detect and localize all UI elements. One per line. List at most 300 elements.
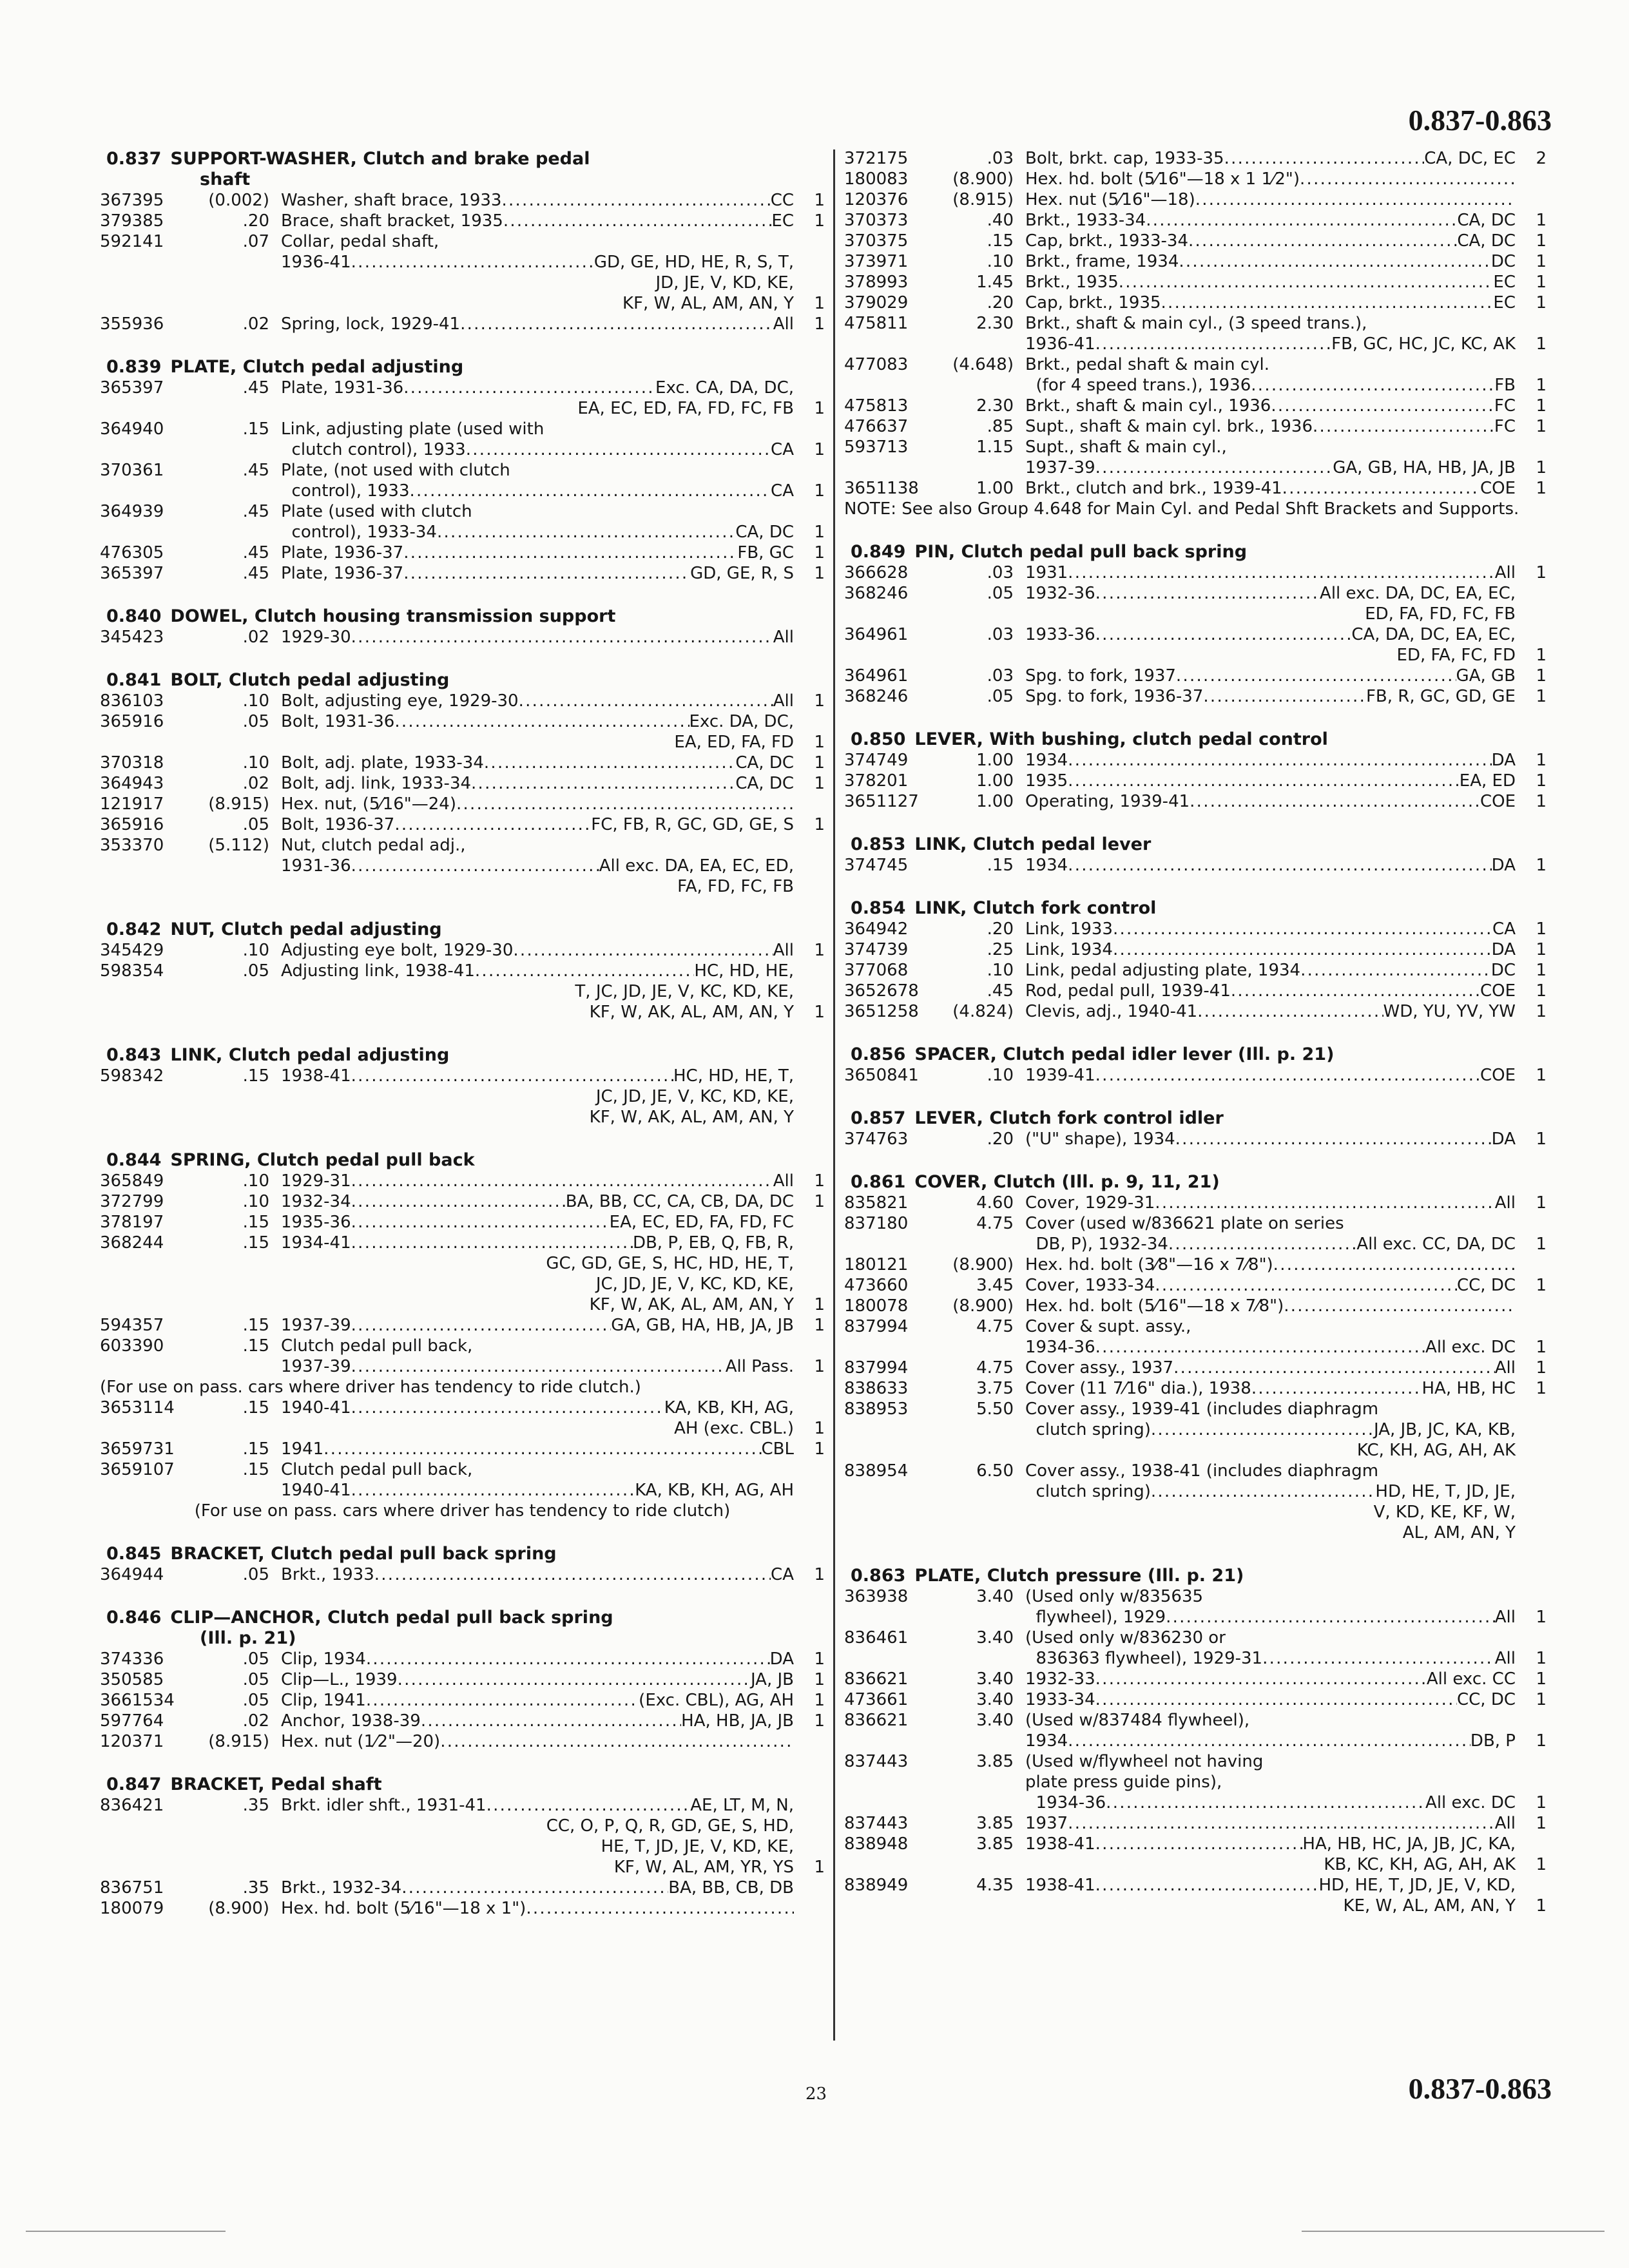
description-line [281,753,794,773]
description-text: 1937 [1025,1814,1068,1833]
model-codes: All [1494,563,1516,582]
model-codes: Exc. DA, DC, [689,712,794,731]
description-line [1025,1378,1516,1399]
section-title: LEVER, Clutch fork control idler [914,1108,1224,1128]
part-number: 363938 [844,1587,909,1606]
price: .05 [242,1691,269,1710]
part-row [844,1316,1547,1358]
price: 3.40 [976,1587,1014,1606]
description [281,1191,794,1212]
dot-leader [1251,375,1494,396]
section-title: COVER, Clutch (Ill. p. 9, 11, 21) [914,1172,1220,1192]
part-number: 365849 [100,1171,164,1191]
model-codes: All [773,314,794,334]
part-row [100,1066,825,1128]
section [844,898,1547,1022]
model-codes: EC [771,211,794,231]
dot-leader [351,1398,664,1418]
model-codes: GA, GB, HA, HB, JA, JB [611,1316,794,1335]
price: .02 [242,314,269,334]
quantity: 1 [1536,1358,1547,1378]
description-line [1025,686,1516,707]
part-number: 364961 [844,625,909,644]
model-codes: CA [771,440,794,459]
part-number: 3651258 [844,1002,919,1021]
section-heading [106,148,825,169]
section-title: PIN, Clutch pedal pull back spring [914,542,1248,562]
description [1025,1586,1516,1628]
part-row [100,1731,825,1752]
price: .85 [987,417,1014,436]
model-codes: FC, FB, R, GC, GD, GE, S [591,815,794,834]
description-line [1025,1813,1516,1834]
description [1025,293,1516,313]
description-line [281,1669,794,1690]
description-line [1025,1419,1516,1440]
quantity: 1 [814,1316,825,1335]
model-codes: T, JC, JD, JE, V, KC, KD, KE, [575,982,794,1001]
model-codes: All [1494,1608,1516,1627]
price: .15 [242,1066,269,1086]
section-heading [851,1171,1547,1193]
section-number: 0.863 [851,1566,906,1586]
description-text: 1934 [1025,1731,1068,1751]
section-title: SUPPORT-WASHER, Clutch and brake pedal [170,149,590,169]
quantity: 1 [1536,1608,1547,1627]
quantity: 1 [1536,919,1547,939]
dot-leader [1095,334,1331,354]
price: 4.75 [976,1214,1014,1233]
model-codes: BA, BB, CB, DB [668,1878,794,1898]
dot-leader [351,627,773,648]
model-codes: All [773,941,794,960]
model-codes: All exc. CC, DA, DC [1356,1235,1516,1254]
description-line [281,627,794,648]
description-line [1025,1481,1516,1502]
model-codes: AH (exc. CBL.) [674,1419,794,1438]
dot-leader [1095,1689,1457,1710]
quantity: 1 [1536,646,1547,665]
section-heading [851,541,1547,562]
description [281,753,794,773]
price: (8.900) [952,1255,1014,1274]
price: 3.75 [976,1379,1014,1398]
description-line [281,1690,794,1711]
price: .45 [242,378,269,398]
price: 4.75 [976,1317,1014,1336]
part-number: 367395 [100,191,164,210]
quantity: 1 [814,1670,825,1689]
dot-leader [351,1233,633,1253]
right-column [844,148,1547,1938]
price: 1.00 [976,771,1014,791]
description [1025,960,1516,981]
description [1025,1669,1516,1689]
dot-leader [1113,919,1492,939]
price: 4.60 [976,1193,1014,1213]
description-line: (Used w/flywheel not having [1025,1752,1264,1771]
section-note: NOTE: See also Group 4.648 for Main Cyl. and Pedal Shft Brackets and Supports. [844,499,1519,519]
quantity: 1 [1536,273,1547,292]
description-line [281,773,794,794]
part-row [100,1898,825,1919]
description-line [281,211,794,231]
description-line [281,961,794,981]
section [844,729,1547,812]
quantity: 1 [814,211,825,231]
price: .45 [987,981,1014,1001]
model-codes: All exc. DA, DC, EA, EC, [1320,584,1516,603]
price: 1.00 [976,479,1014,498]
price: 5.50 [976,1399,1014,1419]
description-line [1025,583,1516,604]
section [100,1149,825,1521]
section-title: LINK, Clutch fork control [914,898,1157,918]
quantity: 1 [1536,792,1547,811]
part-row [844,855,1547,876]
description-text: Adjusting link, 1938-41 [281,961,475,981]
description [281,1795,794,1878]
price: .05 [242,961,269,981]
description [1025,1001,1516,1022]
quantity: 1 [814,1565,825,1584]
description [1025,148,1516,169]
section-title: BRACKET, Clutch pedal pull back spring [170,1544,557,1564]
dot-leader [403,378,655,398]
quantity: 1 [814,564,825,583]
quantity: 1 [1536,1793,1547,1812]
dot-leader [421,1711,681,1731]
part-number: 180121 [844,1255,909,1274]
section [844,1565,1547,1916]
quantity: 1 [1536,666,1547,686]
part-row [844,251,1547,272]
part-number: 3653114 [100,1398,175,1418]
description-text: Clip, 1934 [281,1649,366,1669]
dot-leader [1161,293,1494,313]
dot-leader [1300,960,1491,981]
part-row [100,419,825,460]
description-text: 1936-41 [1025,334,1095,354]
description-text: Plate, 1936-37 [281,564,404,583]
description-line [1025,624,1516,645]
dot-leader [1068,855,1491,876]
model-codes: CC, O, P, Q, R, GD, GE, S, HD, [546,1816,794,1836]
model-codes: AL, AM, AN, Y [1402,1523,1516,1542]
quantity: 1 [1536,376,1547,395]
section-number: 0.857 [851,1108,906,1128]
description [1025,1254,1516,1275]
quantity: 1 [1536,211,1547,230]
description-line [281,1795,794,1816]
description-line [281,439,794,460]
description [281,691,794,711]
quantity: 1 [1536,1649,1547,1668]
description [281,627,794,648]
part-row [844,169,1547,189]
description-text: clutch spring) [1025,1420,1151,1439]
model-codes: (Exc. CBL), AG, AH [639,1691,794,1710]
description-line [1025,375,1516,396]
description-text: Clevis, adj., 1940-41 [1025,1002,1198,1021]
price: .10 [242,1171,269,1191]
description [281,1711,794,1731]
dot-leader [1166,1607,1495,1628]
part-row [100,1878,825,1898]
description-line [1025,791,1516,812]
price: .25 [987,940,1014,959]
dot-leader [1095,583,1320,604]
price: .35 [242,1796,269,1815]
description [281,1690,794,1711]
description-text: Bolt, adj. plate, 1933-34 [281,753,484,773]
description-line [1025,981,1516,1001]
description [1025,169,1516,189]
price: 3.85 [976,1752,1014,1771]
price: 3.85 [976,1834,1014,1854]
description-text: Bolt, adj. link, 1933-34 [281,774,472,793]
description-text: Link, 1934 [1025,940,1113,959]
model-codes: EA, EC, ED, FA, FD, FC, FB [577,399,794,418]
section-heading [106,356,825,378]
description-line [281,543,794,563]
part-number: 3659107 [100,1460,175,1479]
part-number: 838949 [844,1876,909,1895]
part-number: 374763 [844,1129,909,1149]
model-codes: DC [1490,961,1516,980]
description-text: 1938-41 [281,1066,351,1086]
description-line [281,856,794,876]
dot-leader [1300,169,1516,189]
part-row [844,396,1547,416]
description-text: Brkt., 1933 [281,1565,374,1584]
description-text: Spring, lock, 1929-41 [281,314,461,334]
model-codes: GD, GE, R, S [690,564,794,583]
section-title: LINK, Clutch pedal lever [914,834,1152,854]
description-text: Cover (11 7⁄16" dia.), 1938 [1025,1379,1251,1398]
part-number: 372175 [844,149,909,168]
model-codes: KA, KB, KH, AG, [664,1398,794,1418]
description-line [1025,148,1516,169]
part-row [844,1813,1547,1834]
model-codes: JC, JD, JE, V, KC, KD, KE, [595,1274,794,1294]
description-text: Anchor, 1938-39 [281,1711,421,1731]
model-codes: EC [1493,273,1516,292]
description-text: Bolt, adjusting eye, 1929-30 [281,691,519,711]
quantity: 1 [814,941,825,960]
quantity: 1 [814,314,825,334]
price: .05 [242,1649,269,1669]
quantity: 1 [814,1295,825,1314]
model-codes: DA [1491,1129,1516,1149]
description [281,543,794,563]
section [844,1171,1547,1543]
description-text: Cap, brkt., 1935 [1025,293,1161,312]
description [1025,1399,1516,1461]
part-row [844,1065,1547,1086]
price: .03 [987,149,1014,168]
part-row [844,1628,1547,1669]
model-codes: KC, KH, AG, AH, AK [1356,1441,1516,1460]
dot-leader [1155,1193,1494,1213]
price: .15 [242,1439,269,1459]
part-row [100,231,825,314]
dot-leader [1151,1419,1374,1440]
description-line [281,1711,794,1731]
price: .45 [242,564,269,583]
dot-leader [1284,1296,1516,1316]
dot-leader [351,1066,673,1086]
quantity: 1 [1536,252,1547,271]
quantity: 1 [814,440,825,459]
quantity: 1 [1536,231,1547,251]
description [1025,1628,1516,1669]
part-number: 180078 [844,1296,909,1316]
section-number: 0.844 [106,1150,162,1170]
model-codes: HA, HB, HC [1422,1379,1516,1398]
part-row [100,753,825,773]
quantity: 1 [814,1419,825,1438]
description [281,1336,794,1377]
part-number: 373971 [844,252,909,271]
description [1025,939,1516,960]
price: .15 [987,231,1014,251]
part-number: 838633 [844,1379,909,1398]
quantity: 1 [1536,1002,1547,1021]
quantity: 1 [814,1003,825,1022]
dot-leader [351,1171,773,1191]
model-codes: JC, JD, JE, V, KC, KD, KE, [595,1087,794,1106]
section-title: BRACKET, Pedal shaft [170,1774,382,1794]
section [100,356,825,584]
model-codes: FB [1494,376,1516,395]
description-text: Brkt., 1933-34 [1025,211,1146,230]
description-text: (for 4 speed trans.), 1936 [1025,376,1251,395]
part-number: 365397 [100,378,164,398]
part-number: 368246 [844,687,909,706]
part-number: 838953 [844,1399,909,1419]
quantity: 1 [814,1649,825,1669]
model-codes: HE, T, JD, JE, V, KD, KE, [601,1837,794,1856]
quantity: 1 [814,774,825,793]
dot-leader [1188,231,1457,251]
description [1025,1689,1516,1710]
model-codes: CA, DC, EC [1424,149,1516,168]
price: 2.30 [976,314,1014,333]
description-text: 1933-34 [1025,1690,1095,1709]
description [1025,1275,1516,1296]
quantity: 1 [814,815,825,834]
quantity: 1 [1536,1193,1547,1213]
part-row [100,814,825,835]
description-line [1025,1669,1516,1689]
dot-leader [501,190,770,211]
part-row [844,437,1547,478]
part-row [844,666,1547,686]
model-codes: V, KD, KE, KF, W, [1373,1503,1516,1522]
model-codes: DB, P, EB, Q, FB, R, [632,1233,794,1253]
part-row [100,190,825,211]
part-number: 836421 [100,1796,164,1815]
quantity: 1 [814,1858,825,1877]
section [100,919,825,1023]
dot-leader [460,314,773,334]
left-column [100,148,825,1941]
model-codes: CA, DC [1457,231,1516,251]
description [1025,189,1516,210]
description [1025,210,1516,231]
page-range-footer: 0.837-0.863 [1408,2072,1552,2105]
model-codes: All exc. DA, EA, EC, ED, [599,856,794,876]
model-codes: GD, GE, HD, HE, R, S, T, [593,253,794,272]
price: .15 [242,1316,269,1335]
model-codes: All [1494,1193,1516,1213]
description-text: Brace, shaft bracket, 1935 [281,211,503,231]
description [1025,919,1516,939]
price: .35 [242,1878,269,1898]
price: .20 [987,1129,1014,1149]
model-codes: All [773,1171,794,1191]
description-line [1025,293,1516,313]
part-row [100,1439,825,1459]
price: .05 [242,712,269,731]
description-text: Supt., shaft & main cyl. brk., 1936 [1025,417,1313,436]
part-row [100,1233,825,1315]
section-heading [851,834,1547,855]
part-number: 598342 [100,1066,164,1086]
part-number: 365397 [100,564,164,583]
part-row [844,1378,1547,1399]
part-number: 374336 [100,1649,164,1669]
part-row [100,1711,825,1731]
price: 3.40 [976,1669,1014,1689]
model-codes: KF, W, AL, AM, AN, Y [622,294,794,313]
part-row [844,686,1547,707]
part-row [844,189,1547,210]
description [281,211,794,231]
price: 1.00 [976,751,1014,770]
dot-leader [1068,1731,1470,1751]
price: (4.648) [952,355,1014,374]
part-number: 364943 [100,774,164,793]
description-line [281,190,794,211]
section-title: SPACER, Clutch pedal idler lever (Ill. p. 21) [914,1044,1335,1064]
part-number: 475811 [844,314,909,333]
description-line [1025,251,1516,272]
dot-leader [1273,1254,1516,1275]
quantity: 1 [1536,1896,1547,1916]
part-row [100,1690,825,1711]
price: .10 [987,961,1014,980]
description-text: Brkt. idler shft., 1931-41 [281,1796,487,1815]
description-text: Link, 1933 [1025,919,1113,939]
description [1025,478,1516,499]
part-row [844,1254,1547,1275]
description-line [1025,272,1516,293]
description [1025,750,1516,771]
quantity: 1 [814,753,825,773]
part-row [844,1710,1547,1751]
price: .05 [242,1670,269,1689]
part-number: 180079 [100,1899,164,1918]
description [1025,1296,1516,1316]
description-text: 1940-41 [281,1481,351,1500]
quantity: 1 [1536,1129,1547,1149]
part-number: 476637 [844,417,909,436]
price: .02 [242,774,269,793]
description-line [1025,562,1516,583]
description [281,1564,794,1585]
